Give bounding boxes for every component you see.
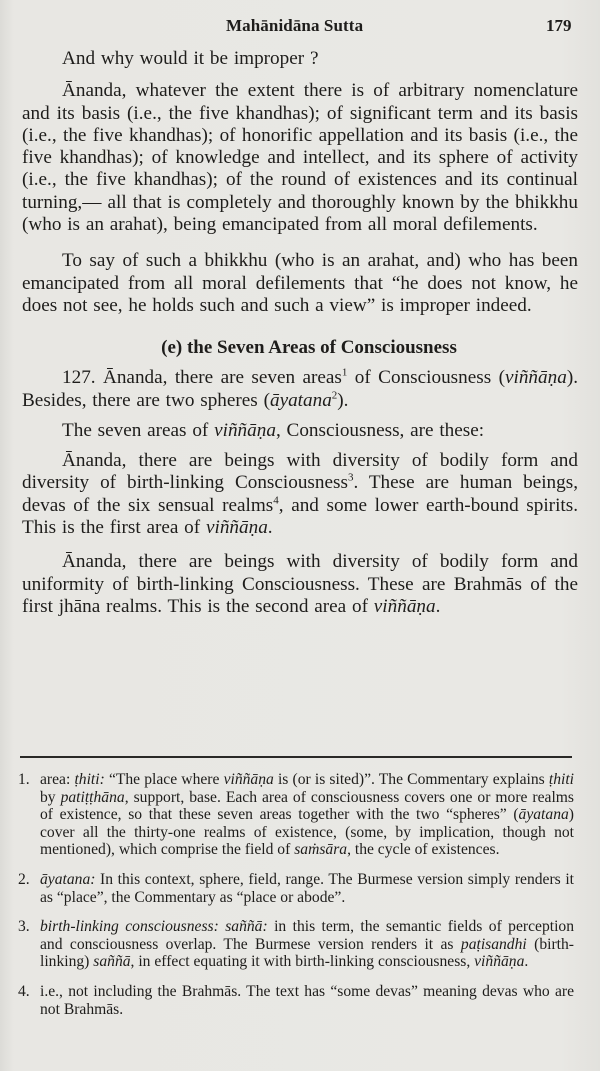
paragraph-seven-areas: The seven areas of viññāṇa, Consciousness, are these:	[62, 419, 485, 441]
footnote-divider	[20, 756, 572, 758]
section-heading: (e) the Seven Areas of Consciousness	[161, 337, 457, 359]
footnote-text: āyatana: In this context, sphere, field, range. The Burmese version simply renders it as “place”, the Commentary as “place or abode”.	[40, 870, 574, 906]
footnote-ref-2: 2	[331, 389, 338, 402]
footnote-number: 3.	[18, 918, 30, 936]
footnote-3	[18, 918, 574, 971]
paragraph-second-area: Ānanda, there are beings with diversity of bodily form and uniformity of birth-linking Consciousness. These are Brahmās of the first jhāna realms. This is the second area of viññāṇa.	[22, 551, 578, 617]
footnote-number: 1.	[18, 771, 30, 788]
footnote-text: birth-linking consciousness: saññā: in this term, the semantic fields of perception and consciousness overlap. The Burmese version renders it as paṭisandhi (birth-linking) saññā, in effect equating it with birth-linking consciousness, viññāṇa.	[40, 918, 574, 971]
footnote-ref-1: 1	[341, 366, 348, 379]
footnote-1	[18, 771, 574, 859]
footnote-ref-4: 4	[273, 494, 279, 507]
footnote-text: area: ṭhiti: “The place where viññāṇa is (or is sited)”. The Commentary explains ṭhiti by patiṭṭhāna, support, base. Each area of consciousness covers one or more realms of existence, so that these seven areas together with the two “spheres” (āyatana) cover all the thirty-one realms of existence, (some, by implication, though not mentioned), which comprise the field of saṁsāra, the cycle of existences.	[40, 771, 575, 859]
paragraph-question: And why would it be improper ?	[62, 48, 319, 69]
page-number: 179	[546, 16, 572, 35]
body-text	[22, 48, 578, 630]
footnotes	[18, 771, 574, 1030]
paragraph-to-say: To say of such a bhikkhu (who is an arahat, and) who has been emancipated from all moral defilements that “he does not know, he does not see, he holds such and such a view” is improper indeed.	[22, 250, 578, 316]
footnote-2	[18, 871, 574, 906]
paragraph-ananda-whatever: Ānanda, whatever the extent there is of arbitrary nomenclature and its basis (i.e., the five khandhas); of significant term and its basis (i.e., the five khandhas); of honorific appellation and its basis (i.e., the five khandhas); of knowledge and intellect, and its sphere of activity (i.e., the five khandhas); of the round of existences and its continual turning,— all that is completely and thoroughly known by the bhikkhu (who is an arahat), being emancipated from all moral defilements.	[22, 80, 578, 236]
running-head	[0, 16, 600, 40]
footnote-text: i.e., not including the Brahmās. The text has “some devas” meaning devas who are not Brahmās.	[40, 982, 574, 1018]
footnote-ref-3: 3	[347, 472, 354, 485]
footnote-number: 4.	[18, 982, 30, 1000]
paragraph-127: 127. Ānanda, there are seven areas$^1$ of Consciousness (viññāṇa). Besides, there are two spheres (āyatana$^2$).	[22, 366, 578, 411]
running-title: Mahānidāna Sutta	[226, 16, 364, 35]
footnote-4	[18, 983, 574, 1018]
paragraph-first-area: Ānanda, there are beings with diversity of bodily form and diversity of birth-linking Consciousness$^3$. These are human beings, devas of the six sensual realms$^4$, and some lower earth-bound spirits. This is the first area of viññāṇa.	[22, 450, 578, 539]
footnote-number: 2.	[18, 870, 30, 888]
